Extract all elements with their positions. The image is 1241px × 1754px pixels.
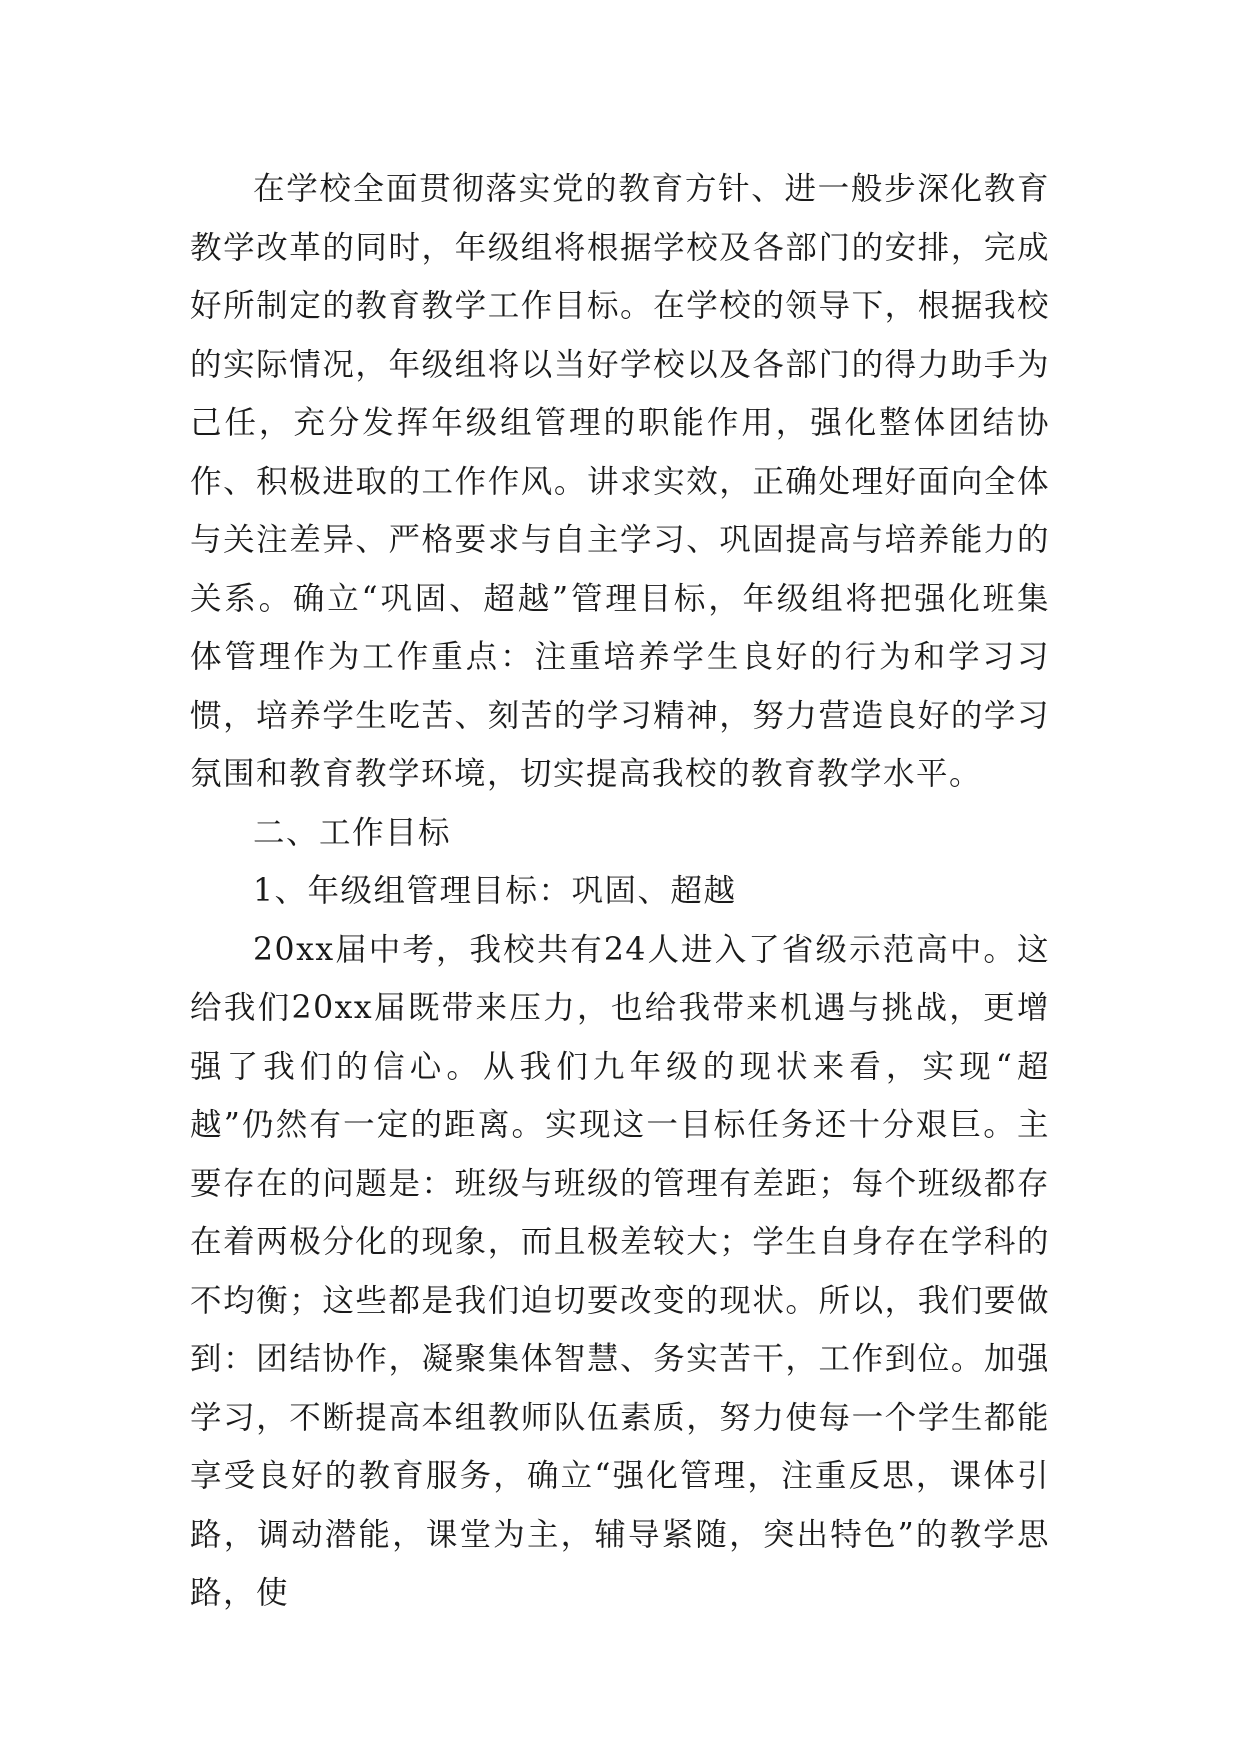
section-heading-work-goals: 二、工作目标 [253, 814, 452, 851]
subsection-heading-management-goal: 1、年级组管理目标：巩固、超越 [253, 873, 737, 909]
body-paragraph-exam-results: 20xx届中考，我校共有24人进入了省级示范高中。这给我们20xx届既带来压力，也给我带来机遇与挑战，更增强了我们的信心。从我们九年级的现状来看，实现“超越”仍然有一定的距离。实现这一目标任务还十分艰巨。主要存在的问题是：班级与班级的管理有差距；每个班级都存在着两极分化的现象，而且极差较大；学生自身存在学科的不均衡；这些都是我们迫切要改变的现状。所以，我们要做到：团结协作，凝聚集体智慧、务实苦干，工作到位。加强学习，不断提高本组教师队伍素质，努力使每一个学生都能享受良好的教育服务，确立“强化管理，注重反思，课体引路，调动潜能，课堂为主，辅导紧随，突出特色”的教学思路，使 [190, 931, 1050, 1611]
document-body [190, 160, 1050, 1623]
body-paragraph-intro: 在学校全面贯彻落实党的教育方针、进一般步深化教育教学改革的同时，年级组将根据学校及各部门的安排，完成好所制定的教育教学工作目标。在学校的领导下，根据我校的实际情况，年级组将以当好学校以及各部门的得力助手为己任，充分发挥年级组管理的职能作用，强化整体团结协作、积极进取的工作作风。讲求实效，正确处理好面向全体与关注差异、严格要求与自主学习、巩固提高与培养能力的关系。确立“巩固、超越”管理目标，年级组将把强化班集体管理作为工作重点：注重培养学生良好的行为和学习习惯，培养学生吃苦、刻苦的学习精神，努力营造良好的学习氛围和教育教学环境，切实提高我校的教育教学水平。 [190, 171, 1050, 792]
